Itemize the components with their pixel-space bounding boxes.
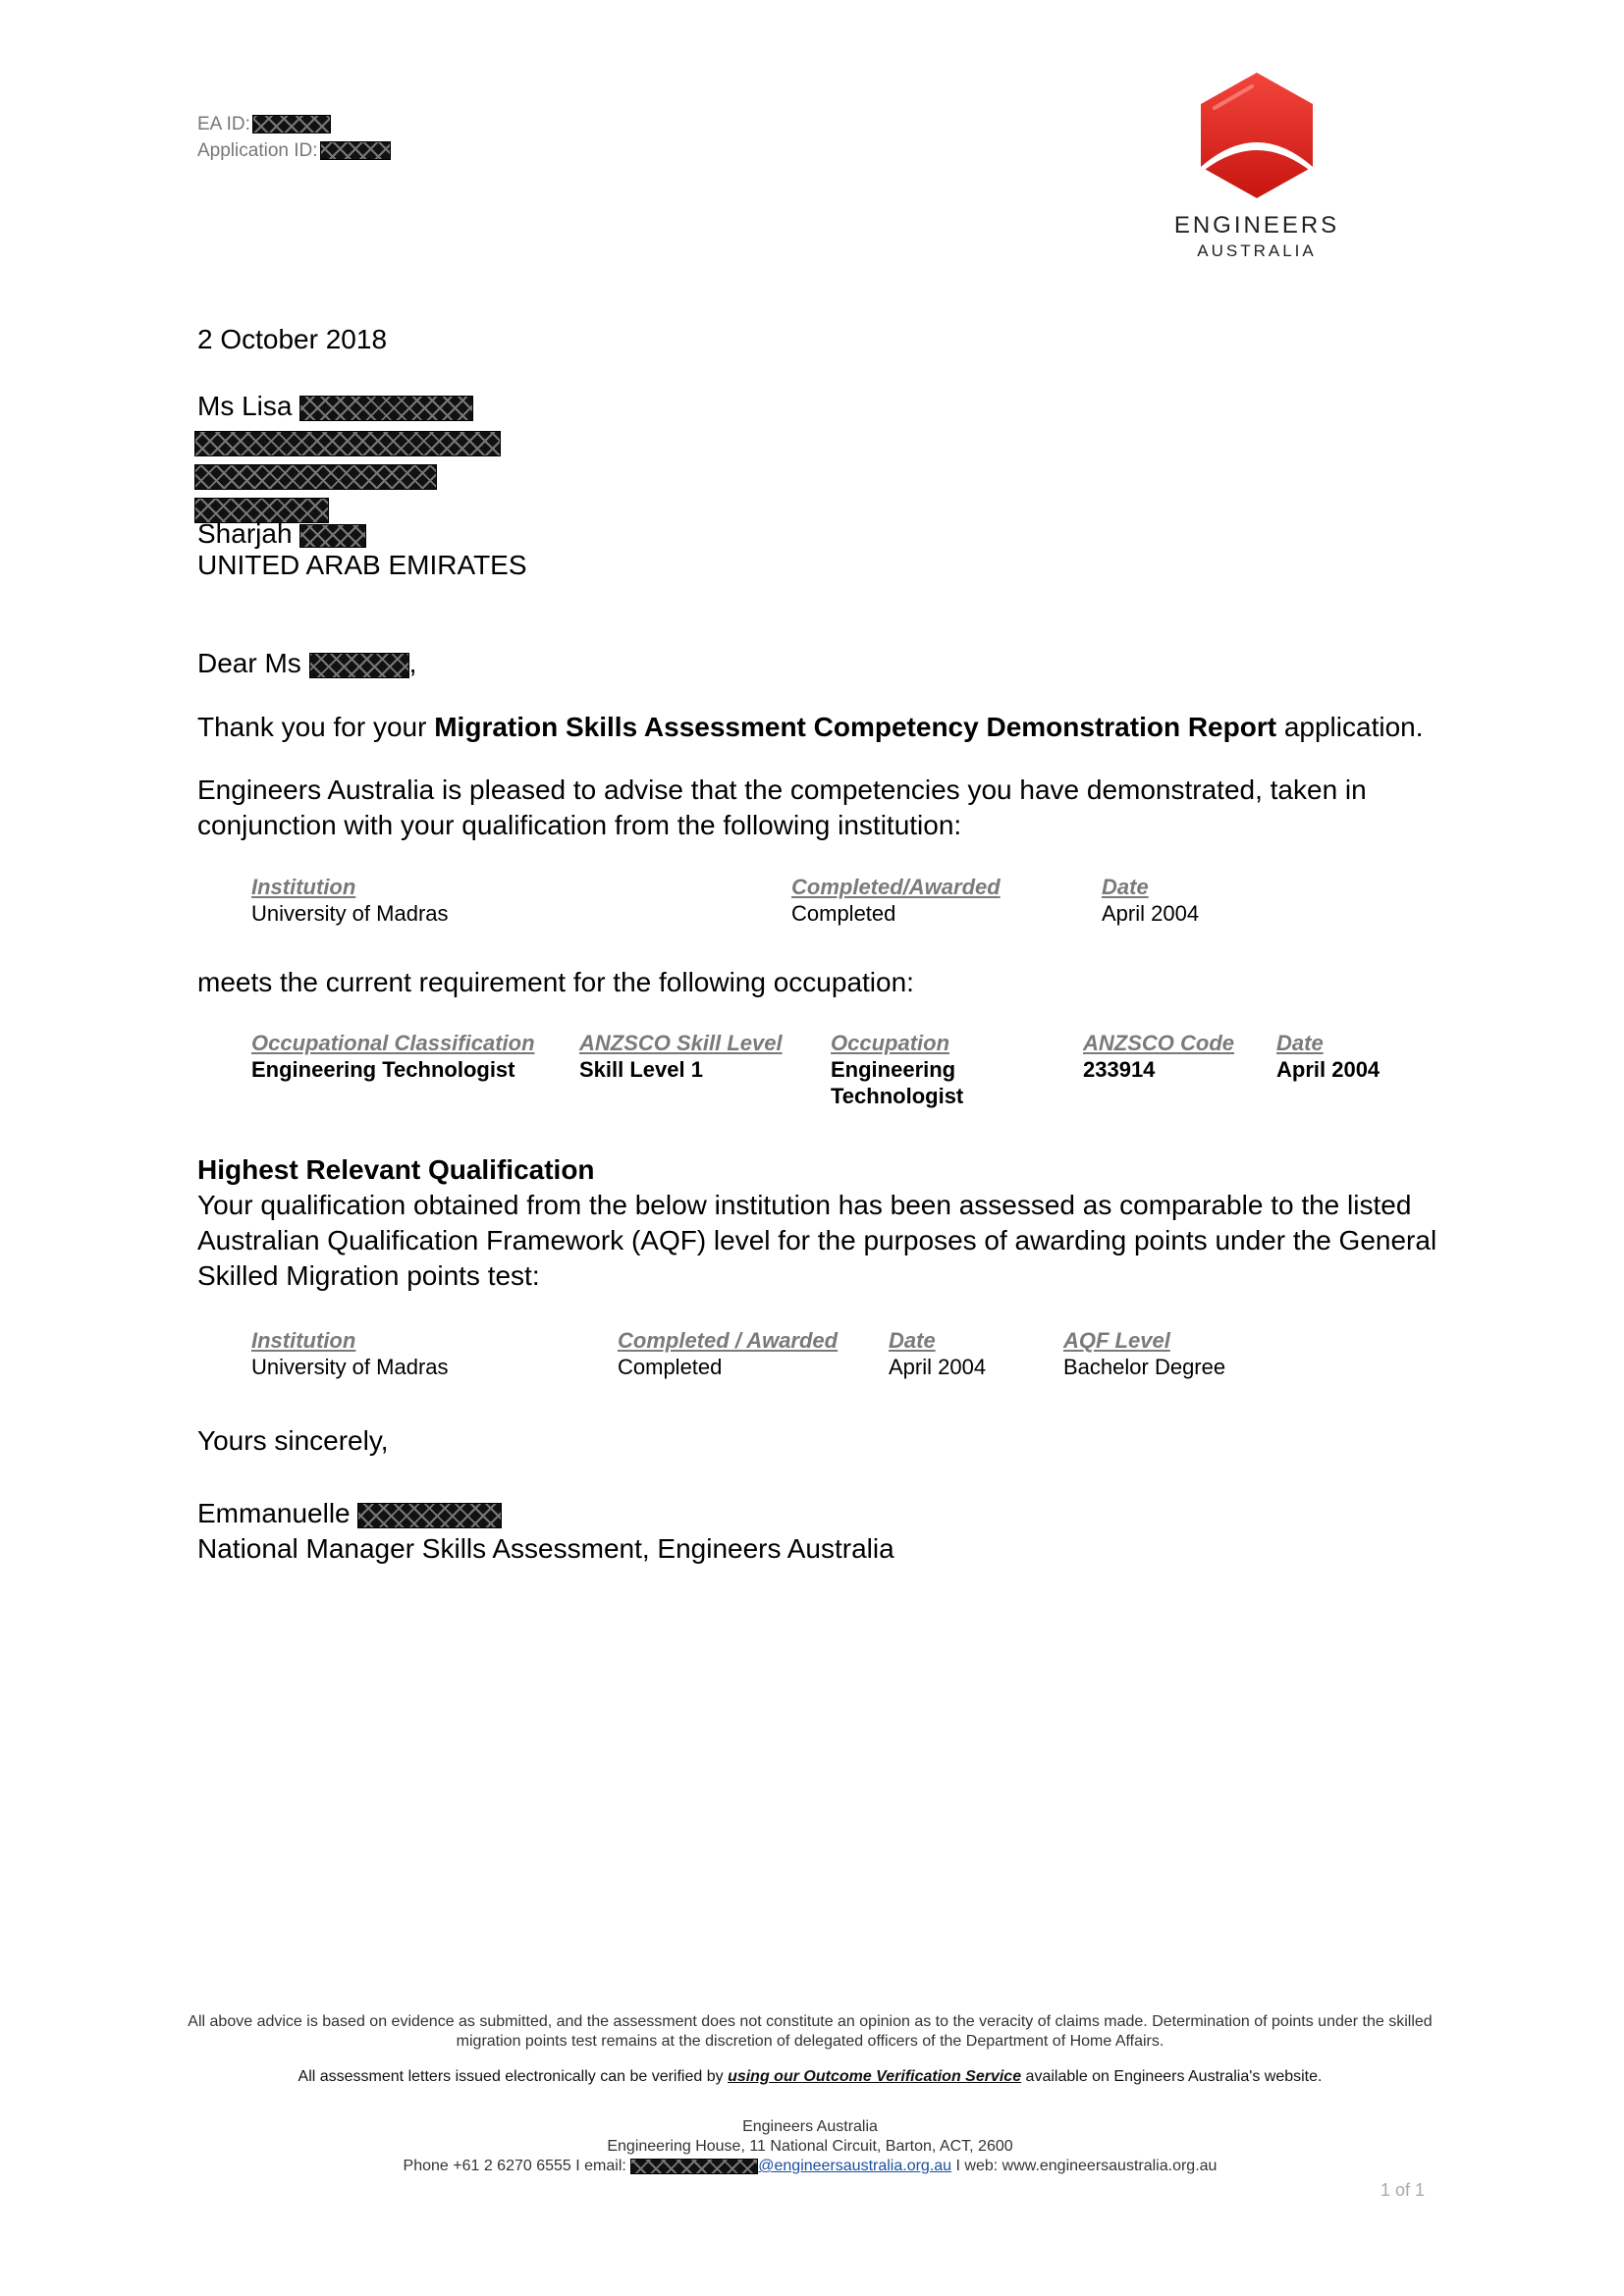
redaction-block — [252, 115, 331, 133]
sign-off: Yours sincerely, — [197, 1425, 389, 1456]
table-header: AQF Level — [1063, 1328, 1170, 1353]
footer-web: I web: www.engineersaustralia.org.au — [951, 2158, 1218, 2174]
footer-org: Engineers Australia — [742, 2118, 878, 2135]
table-header: Date — [1276, 1031, 1324, 1055]
address-line-redacted — [197, 491, 527, 516]
occupation-paragraph: meets the current requirement for the following occupation: — [197, 967, 914, 997]
redaction-block — [194, 464, 437, 490]
table-cell: Engineering Technologist — [251, 1057, 515, 1082]
table-header: Occupation — [831, 1031, 950, 1055]
table-cell: University of Madras — [251, 901, 449, 926]
table-cell: April 2004 — [1102, 901, 1200, 926]
verification-service-link[interactable]: using our Outcome Verification Service — [728, 2068, 1022, 2085]
page-number: 1 of 1 — [1380, 2180, 1426, 2200]
table-header: Occupational Classification — [251, 1031, 535, 1055]
redaction-block — [357, 1503, 502, 1528]
redaction-block — [309, 653, 409, 678]
engineers-australia-logo — [1168, 69, 1345, 275]
footer-disclaimer: All above advice is based on evidence as submitted, and the assessment does not constitute an opinion as to the veracity of claims made. Determination of points under the skilled migration points test remains at the discretion of delegated officers of the Department of Home Affairs. — [188, 2013, 1433, 2050]
table-cell: Bachelor Degree — [1063, 1355, 1226, 1379]
section-heading: Highest Relevant Qualification — [197, 1154, 595, 1185]
intro-paragraph — [197, 710, 1424, 745]
signer-first-name: Emmanuelle — [197, 1498, 351, 1528]
recipient-city: Sharjah — [197, 518, 293, 549]
signature-block — [197, 1496, 894, 1567]
table-cell: 233914 — [1083, 1057, 1156, 1082]
competency-paragraph: Engineers Australia is pleased to advise that the competencies you have demonstrated, taken in conjunction with your qualification from the following institution: — [197, 774, 1367, 840]
recipient-address — [197, 389, 527, 583]
reference-ids — [197, 111, 391, 164]
table-cell: Skill Level 1 — [579, 1057, 703, 1082]
footer-phone: Phone +61 2 6270 6555 I email: — [403, 2158, 631, 2174]
table-header: Date — [889, 1328, 936, 1353]
table-cell: April 2004 — [1276, 1057, 1380, 1082]
address-line-redacted — [197, 457, 527, 491]
recipient-city-line — [197, 516, 527, 552]
footer-contact — [187, 2117, 1434, 2176]
ea-id-line — [197, 111, 391, 137]
salutation-text: Dear Ms — [197, 648, 301, 678]
table-cell: University of Madras — [251, 1355, 449, 1379]
intro-report-name: Migration Skills Assessment Competency Demonstration Report — [434, 712, 1277, 742]
signer-title: National Manager Skills Assessment, Engineers Australia — [197, 1533, 894, 1564]
table-header: Institution — [251, 1328, 356, 1353]
recipient-country: UNITED ARAB EMIRATES — [197, 550, 527, 580]
intro-pre: Thank you for your — [197, 712, 435, 742]
redaction-block — [320, 141, 391, 160]
email-link[interactable]: @engineersaustralia.org.au — [758, 2158, 952, 2174]
table-header: Date — [1102, 875, 1149, 899]
table-header: Institution — [251, 875, 356, 899]
redaction-block — [194, 431, 501, 456]
verify-pre: All assessment letters issued electronically can be verified by — [298, 2068, 729, 2085]
redaction-block — [630, 2159, 758, 2174]
hexagon-logo-icon — [1193, 69, 1321, 206]
table-header: ANZSCO Skill Level — [579, 1031, 783, 1055]
table-cell: Completed — [618, 1355, 723, 1379]
table-cell: Engineering Technologist — [831, 1057, 964, 1108]
letter-date: 2 October 2018 — [197, 324, 388, 354]
table-cell: April 2004 — [889, 1355, 987, 1379]
logo-wordmark-line1: ENGINEERS — [1173, 212, 1340, 239]
application-id-line — [197, 137, 391, 164]
logo-wordmark-line2: AUSTRALIA — [1197, 241, 1317, 260]
footer-verification — [187, 2068, 1434, 2086]
table-cell: Completed — [791, 901, 896, 926]
table-header: ANZSCO Code — [1083, 1031, 1234, 1055]
application-id-label: Application ID: — [197, 140, 318, 161]
recipient-name-line — [197, 389, 527, 424]
salutation-end: , — [408, 648, 417, 678]
signer-name-line — [197, 1496, 894, 1531]
table-header: Completed / Awarded — [618, 1328, 839, 1353]
qualification-paragraph: Your qualification obtained from the below institution has been assessed as comparable to the listed Australian Qualification Framework (AQF) level for the purposes of awarding points under the General Skilled Migration points test: — [197, 1190, 1437, 1291]
address-line-redacted — [197, 424, 527, 457]
table-header: Completed/Awarded — [791, 875, 1001, 899]
footer-address: Engineering House, 11 National Circuit, Barton, ACT, 2600 — [607, 2138, 1013, 2155]
ea-id-label: EA ID: — [197, 114, 250, 134]
recipient-name-prefix: Ms Lisa — [197, 391, 293, 421]
verify-post: available on Engineers Australia's website. — [1021, 2068, 1323, 2085]
redaction-block — [299, 396, 473, 421]
footer-contact-line — [187, 2157, 1434, 2176]
intro-post: application. — [1276, 712, 1424, 742]
salutation — [197, 646, 416, 681]
redaction-block — [299, 524, 366, 548]
